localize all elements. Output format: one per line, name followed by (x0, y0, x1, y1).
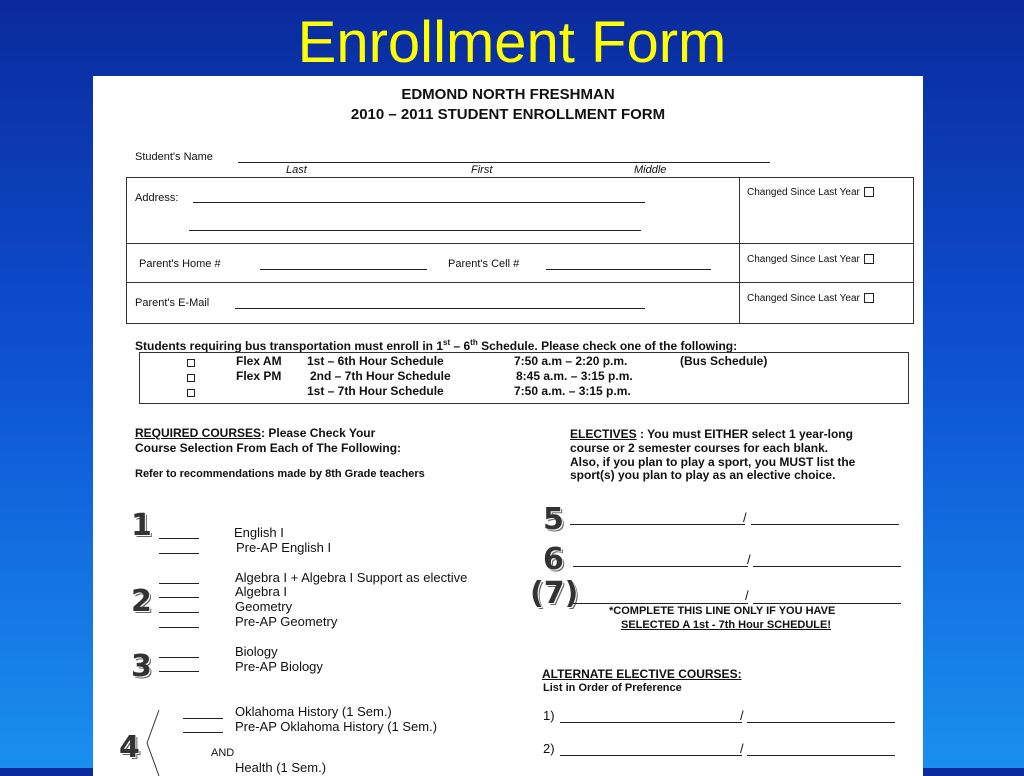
changed-since-phone (747, 254, 874, 265)
course-blank[interactable] (159, 612, 199, 613)
elective-number: 5 (543, 502, 564, 537)
course-label: English I (234, 525, 284, 540)
schedule-time: 8:45 a.m. – 3:15 p.m. (516, 369, 633, 383)
elective-line[interactable] (573, 603, 748, 604)
parent-email-label: Parent's E-Mail (135, 297, 210, 309)
alternate-heading-text: ALTERNATE ELECTIVE COURSES (542, 667, 738, 681)
bus-notice-text: Students requiring bus transportation must enroll in 1 (135, 339, 444, 353)
elective-line[interactable] (751, 524, 899, 525)
required-line2: Course Selection From Each of The Following: (135, 441, 402, 455)
school-name: EDMOND NORTH FRESHMAN (401, 86, 615, 103)
enrollment-form-scan (93, 76, 923, 776)
parent-home-label: Parent's Home # (139, 258, 221, 270)
slash: / (740, 741, 744, 756)
schedule-note: (Bus Schedule) (680, 354, 768, 368)
parent-cell-label: Parent's Cell # (448, 258, 520, 270)
alternate-line[interactable] (560, 755, 742, 756)
checkbox-icon[interactable] (864, 293, 874, 303)
course-label: Pre-AP Geometry (235, 614, 338, 629)
address-label: Address: (135, 192, 179, 204)
schedule-time: 7:50 a.m – 2:20 p.m. (514, 354, 628, 368)
elective-line[interactable] (753, 566, 901, 567)
changed-since-email (747, 293, 874, 304)
schedule-checkbox-icon[interactable] (187, 389, 195, 397)
electives-text: course or 2 semester courses for each blank. (570, 441, 829, 455)
group-number: 1 (131, 508, 152, 543)
group-number: 3 (131, 649, 152, 684)
schedule-hours: 1st – 6th Hour Schedule (307, 354, 444, 368)
alternate-item-number: 1) (543, 708, 555, 723)
alternate-heading: ALTERNATE ELECTIVE COURSES: (542, 667, 742, 681)
electives-text: Also, if you plan to play a sport, you MUST list the (570, 455, 856, 469)
course-blank[interactable] (159, 657, 199, 658)
elective-note: *COMPLETE THIS LINE ONLY IF YOU HAVE (609, 605, 836, 617)
course-label: Pre-AP Oklahoma History (1 Sem.) (235, 719, 438, 734)
electives-text: : You must EITHER select 1 year-long (636, 427, 853, 441)
course-label: Oklahoma History (1 Sem.) (235, 704, 392, 719)
and-label: AND (211, 747, 235, 759)
schedule-name: Flex AM (236, 354, 282, 368)
elective-line[interactable] (570, 524, 745, 525)
last-label: Last (286, 164, 307, 176)
required-heading (135, 426, 375, 440)
alternate-line[interactable] (747, 755, 895, 756)
parent-home-line[interactable] (260, 269, 427, 270)
parent-email-line[interactable] (235, 308, 645, 309)
elective-line[interactable] (573, 566, 748, 567)
schedule-hours: 2nd – 7th Hour Schedule (310, 369, 451, 383)
changed-label: Changed Since Last Year (747, 187, 860, 198)
student-name-line[interactable] (238, 162, 770, 163)
slash: / (743, 510, 747, 525)
course-label: Biology (235, 644, 278, 659)
address-line-1[interactable] (193, 202, 645, 203)
electives-heading (570, 427, 853, 441)
electives-heading-text: ELECTIVES (570, 427, 637, 441)
required-refer: Refer to recommendations made by 8th Grade teachers (135, 468, 425, 480)
course-blank[interactable] (159, 553, 199, 554)
changed-since-address (747, 187, 874, 198)
schedule-hours: 1st – 7th Hour Schedule (307, 384, 444, 398)
checkbox-icon[interactable] (864, 187, 874, 197)
bus-notice-sup: st (443, 338, 451, 347)
course-blank[interactable] (159, 671, 199, 672)
group-number: 2 (131, 584, 152, 619)
course-label: Health (1 Sem.) (235, 760, 327, 775)
elective-line[interactable] (753, 603, 901, 604)
form-title: 2010 – 2011 STUDENT ENROLLMENT FORM (350, 106, 666, 123)
bus-notice-text: Schedule. Please check one of the following: (477, 339, 738, 353)
required-heading-suffix: : Please Check Your (261, 426, 376, 440)
checkbox-icon[interactable] (864, 254, 874, 264)
bus-notice (135, 338, 737, 353)
alternate-sub: List in Order of Preference (543, 682, 682, 694)
elective-number: (7) (530, 576, 579, 611)
first-label: First (471, 164, 493, 176)
contact-table-divider (739, 177, 740, 324)
elective-note: SELECTED A 1st - 7th Hour SCHEDULE! (621, 619, 832, 631)
elective-number: 6 (543, 542, 564, 577)
course-blank[interactable] (159, 597, 199, 598)
course-blank[interactable] (183, 718, 223, 719)
course-label: Algebra I + Algebra I Support as elective (235, 570, 468, 585)
course-blank[interactable] (159, 583, 199, 584)
schedule-checkbox-icon[interactable] (187, 359, 195, 367)
middle-label: Middle (634, 164, 667, 176)
course-label: Algebra I (235, 584, 288, 599)
schedule-time: 7:50 a.m. – 3:15 p.m. (514, 384, 631, 398)
required-heading-text: REQUIRED COURSES (135, 426, 262, 440)
changed-label: Changed Since Last Year (747, 293, 860, 304)
contact-row-divider (126, 243, 914, 244)
address-line-2[interactable] (189, 230, 641, 231)
schedule-name: Flex PM (236, 369, 282, 383)
alternate-item-number: 2) (543, 741, 555, 756)
slash: / (740, 708, 744, 723)
alternate-line[interactable] (560, 722, 742, 723)
electives-text: sport(s) you plan to play as an elective choice. (570, 468, 836, 482)
student-name-label: Student's Name (135, 151, 213, 163)
slide-title: Enrollment Form (297, 10, 727, 75)
course-blank[interactable] (159, 627, 199, 628)
course-blank[interactable] (159, 538, 199, 539)
bus-notice-text: – 6 (450, 339, 471, 353)
parent-cell-line[interactable] (546, 269, 711, 270)
course-label: Geometry (235, 599, 293, 614)
schedule-checkbox-icon[interactable] (187, 374, 195, 382)
course-blank[interactable] (183, 732, 223, 733)
bus-notice-sup: th (470, 338, 478, 347)
group-number: 4 (119, 730, 140, 765)
slash: / (745, 588, 749, 603)
course-label: Pre-AP English I (236, 540, 332, 555)
course-label: Pre-AP Biology (235, 659, 323, 674)
alternate-line[interactable] (747, 722, 895, 723)
changed-label: Changed Since Last Year (747, 254, 860, 265)
slash: / (747, 552, 751, 567)
contact-row-divider (126, 282, 914, 283)
bracket-icon (143, 708, 163, 776)
